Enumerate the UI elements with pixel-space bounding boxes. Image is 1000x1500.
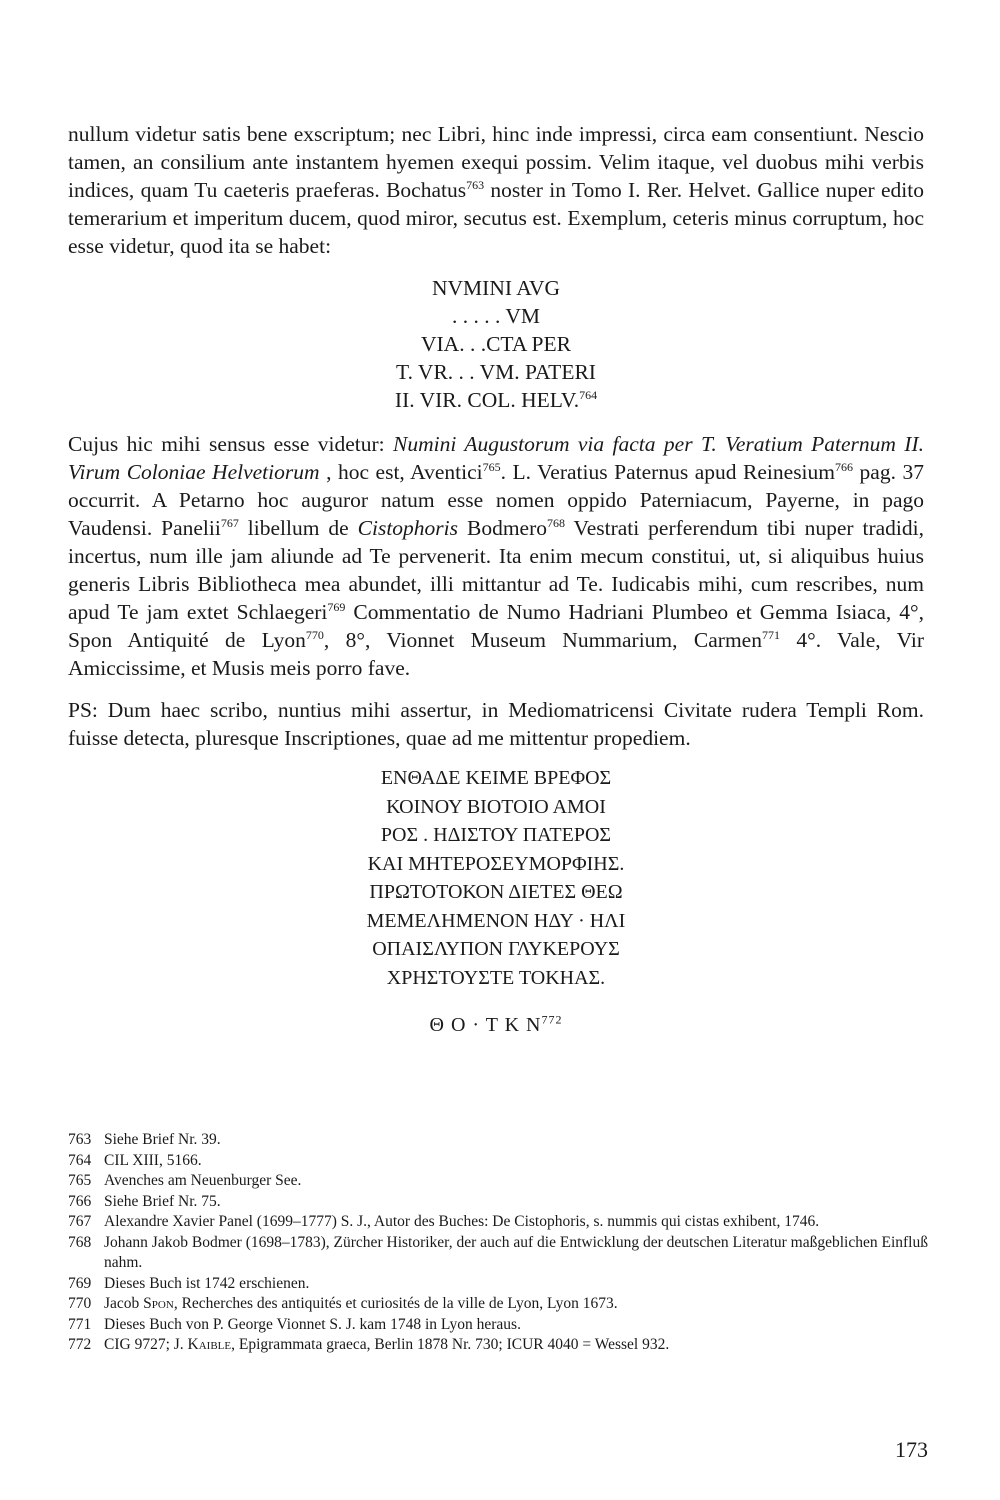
paragraph-1-text: nullum videtur satis bene exscriptum; nec Libri, hinc inde impressi, circa eam consentiunt. Nescio tamen, an consilium ante instantem hyemen exequi possim. Velim itaque, vel duobus mihi verbis indices, quam Tu caeteris praeferas. Bochatus <box>68 122 924 202</box>
footnote-text <box>104 1335 928 1356</box>
greek-inscription-line: ΧΡΗΣΤΟΥΣΤΕ ΤΟΚΗΑΣ. <box>386 966 606 989</box>
p2-text: Vestrati perferendum tibi nuper tradidi, incertus, num ille jam aliunde ad Te pervenerit. Ita enim mecum constitui, ut, si aliquibus huius generis Libris Bibliotheca mea abundet, illi mittantur ad Te. Iudicabis mihi, cum rescribes, num apud Te jam extet Schlaegeri <box>68 516 924 624</box>
footnote-ref-763[interactable]: 763 <box>466 177 485 192</box>
greek-inscription-line: ΜΕΜΕΛΗΜΕΝΟΝ ΗΔΥ · ΗΛΙ <box>366 909 626 932</box>
p2-text: pag. 37 occurrit. A Petarno hoc auguror natum esse nomen oppido Paterniacum, Payerne, in pago Vaudensi. Panelii <box>68 460 925 540</box>
footnote-text: Siehe Brief Nr. 75. <box>104 1192 221 1210</box>
footnote-text: Dieses Buch ist 1742 erschienen. <box>104 1274 310 1292</box>
greek-inscription-sign <box>68 1014 924 1037</box>
footnote-number: 763 <box>68 1131 92 1148</box>
footnote-765 <box>68 1171 928 1192</box>
greek-inscription-line: ΚΑΙ ΜΗΤΕΡΟΣΕΥΜΟΡΦΙΗΣ. <box>367 852 625 875</box>
footnote-771 <box>68 1315 928 1336</box>
greek-inscription-line: ΡΟΣ . ΗΔΙΣΤΟΥ ΠΑΤΕΡΟΣ <box>380 824 612 846</box>
footnote-number: 767 <box>68 1213 92 1230</box>
footnote-772 <box>68 1335 928 1356</box>
p2-text: Commentatio de Numo Hadriani Plumbeo et Gemma Isiaca, 4°, Spon Antiquité de Lyon <box>68 600 924 652</box>
latin-inscription-text: II. VIR. COL. HELV. <box>394 388 580 412</box>
footnote-ref-766[interactable]: 766 <box>835 459 854 474</box>
greek-inscription <box>68 764 924 992</box>
footnote-number: 766 <box>68 1192 92 1210</box>
greek-inscription-line: ΟΠΑΙΣΛΥΠΟΝ ΓΛΥΚΕΡΟΥΣ <box>372 938 620 960</box>
footnote-text-rest: , Epigrammata graeca, Berlin 1878 Nr. 730; ICUR 4040 = Wessel 932. <box>231 1336 670 1353</box>
footnote-769 <box>68 1274 928 1295</box>
p2-text: Bodmero <box>458 516 547 540</box>
paragraph-2 <box>68 430 924 682</box>
greek-inscription-line: ΠΡΩΤΟΤΟΚΟΝ ΔΙΕΤΕΣ ΘΕΩ <box>369 881 623 903</box>
footnote-number: 768 <box>68 1233 92 1251</box>
footnote-ref-768[interactable]: 768 <box>547 515 565 530</box>
footnote-text-rest: , Recherches des antiquités et curiosités de la ville de Lyon, Lyon 1673. <box>173 1295 618 1312</box>
footnote-ref-769[interactable]: 769 <box>327 599 346 614</box>
greek-sign-text: Θ Ο · Τ Κ Ν <box>429 1014 542 1036</box>
footnote-768 <box>68 1233 928 1274</box>
footnote-text-pre: Jacob <box>104 1295 144 1312</box>
footnote-author: Spon <box>143 1295 174 1312</box>
footnote-ref-767[interactable]: 767 <box>220 515 239 530</box>
footnote-text: Siehe Brief Nr. 39. <box>104 1131 221 1148</box>
latin-inscription-line: VIA. . .CTA PER <box>421 332 571 356</box>
footnote-ref-764[interactable]: 764 <box>579 387 598 402</box>
footnote-767 <box>68 1212 928 1233</box>
footnote-number: 770 <box>68 1295 92 1312</box>
postscript: PS: Dum haec scribo, nuntius mihi assertur, in Mediomatricensi Civitate rudera Templi Rom. fuisse detecta, pluresque Inscriptiones, quae ad me mittentur propediem. <box>68 698 924 750</box>
footnotes <box>68 1130 928 1356</box>
p2-text: , 8°, Vionnet Museum Nummarium, Carmen <box>323 628 762 652</box>
paragraph-1-text-cont: noster in Tomo I. Rer. Helvet. Gallice nuper edito temerarium et imperitum ducem, quod miror, secutus est. Exemplum, ceteris minus corruptum, hoc esse videtur, quod ita se habet: <box>68 178 924 258</box>
footnote-ref-771[interactable]: 771 <box>761 627 780 642</box>
footnote-770 <box>68 1294 928 1315</box>
latin-inscription <box>68 274 924 414</box>
p2-text: libellum de <box>238 516 358 540</box>
footnote-text-pre: CIG 9727; J. <box>104 1336 188 1353</box>
p2-text: Cujus hic mihi sensus esse videtur: <box>68 432 394 456</box>
page-number: 173 <box>895 1437 928 1462</box>
p2-text: 4°. Vale, Vir Amiccissime, et Musis meis porro fave. <box>68 628 924 680</box>
footnote-number: 765 <box>68 1172 92 1189</box>
footnote-text: Avenches am Neuenburger See. <box>104 1172 302 1189</box>
p2-text: . L. Veratius Paternus apud Reinesium <box>500 460 836 484</box>
footnote-766 <box>68 1192 928 1213</box>
footnote-text: Dieses Buch von P. George Vionnet S. J. kam 1748 in Lyon heraus. <box>104 1315 521 1333</box>
footnote-text: Johann Jakob Bodmer (1698–1783), Zürcher Historiker, der auch auf die Entwicklung der deutschen Literatur maßgeblichen Einfluß nahm. <box>104 1233 928 1271</box>
footnote-author: Kaible <box>187 1336 232 1353</box>
greek-inscription-line: ΕΝΘΑΔΕ ΚΕΙΜΕ ΒΡΕΦΟΣ <box>380 767 612 789</box>
p2-italic-title: Cistophoris <box>357 516 459 540</box>
footnote-764 <box>68 1151 928 1172</box>
footnote-number: 769 <box>68 1274 92 1292</box>
footnote-number: 771 <box>68 1315 92 1333</box>
letter-body <box>68 120 924 1037</box>
latin-inscription-line: NVMINI AVG <box>431 276 560 300</box>
footnote-number: 764 <box>68 1151 92 1169</box>
footnote-763 <box>68 1130 928 1151</box>
p2-text: , hoc est, Aventici <box>319 460 483 484</box>
footnote-text <box>104 1294 928 1315</box>
footnote-ref-770[interactable]: 770 <box>305 627 324 642</box>
footnote-number: 772 <box>68 1336 92 1353</box>
footnote-ref-772[interactable]: 772 <box>541 1012 563 1027</box>
paragraph-1 <box>68 120 924 260</box>
footnote-ref-765[interactable]: 765 <box>482 459 501 474</box>
latin-inscription-line: . . . . . VM <box>451 304 540 328</box>
p2-italic-translation: Numini Augustorum via facta per T. Veratium Paternum II. Virum Coloniae Helvetiorum <box>68 432 924 484</box>
latin-inscription-line: T. VR. . . VM. PATERI <box>396 360 596 384</box>
footnote-text: Alexandre Xavier Panel (1699–1777) S. J., Autor des Buches: De Cistophoris, s. nummis qui cistas exhibent, 1746. <box>104 1213 820 1230</box>
greek-inscription-line: ΚΟΙΝΟΥ ΒΙΟΤΟΙΟ ΑΜΟΙ <box>386 795 606 818</box>
latin-inscription-line-last <box>68 386 924 414</box>
footnote-text: CIL XIII, 5166. <box>104 1151 202 1169</box>
